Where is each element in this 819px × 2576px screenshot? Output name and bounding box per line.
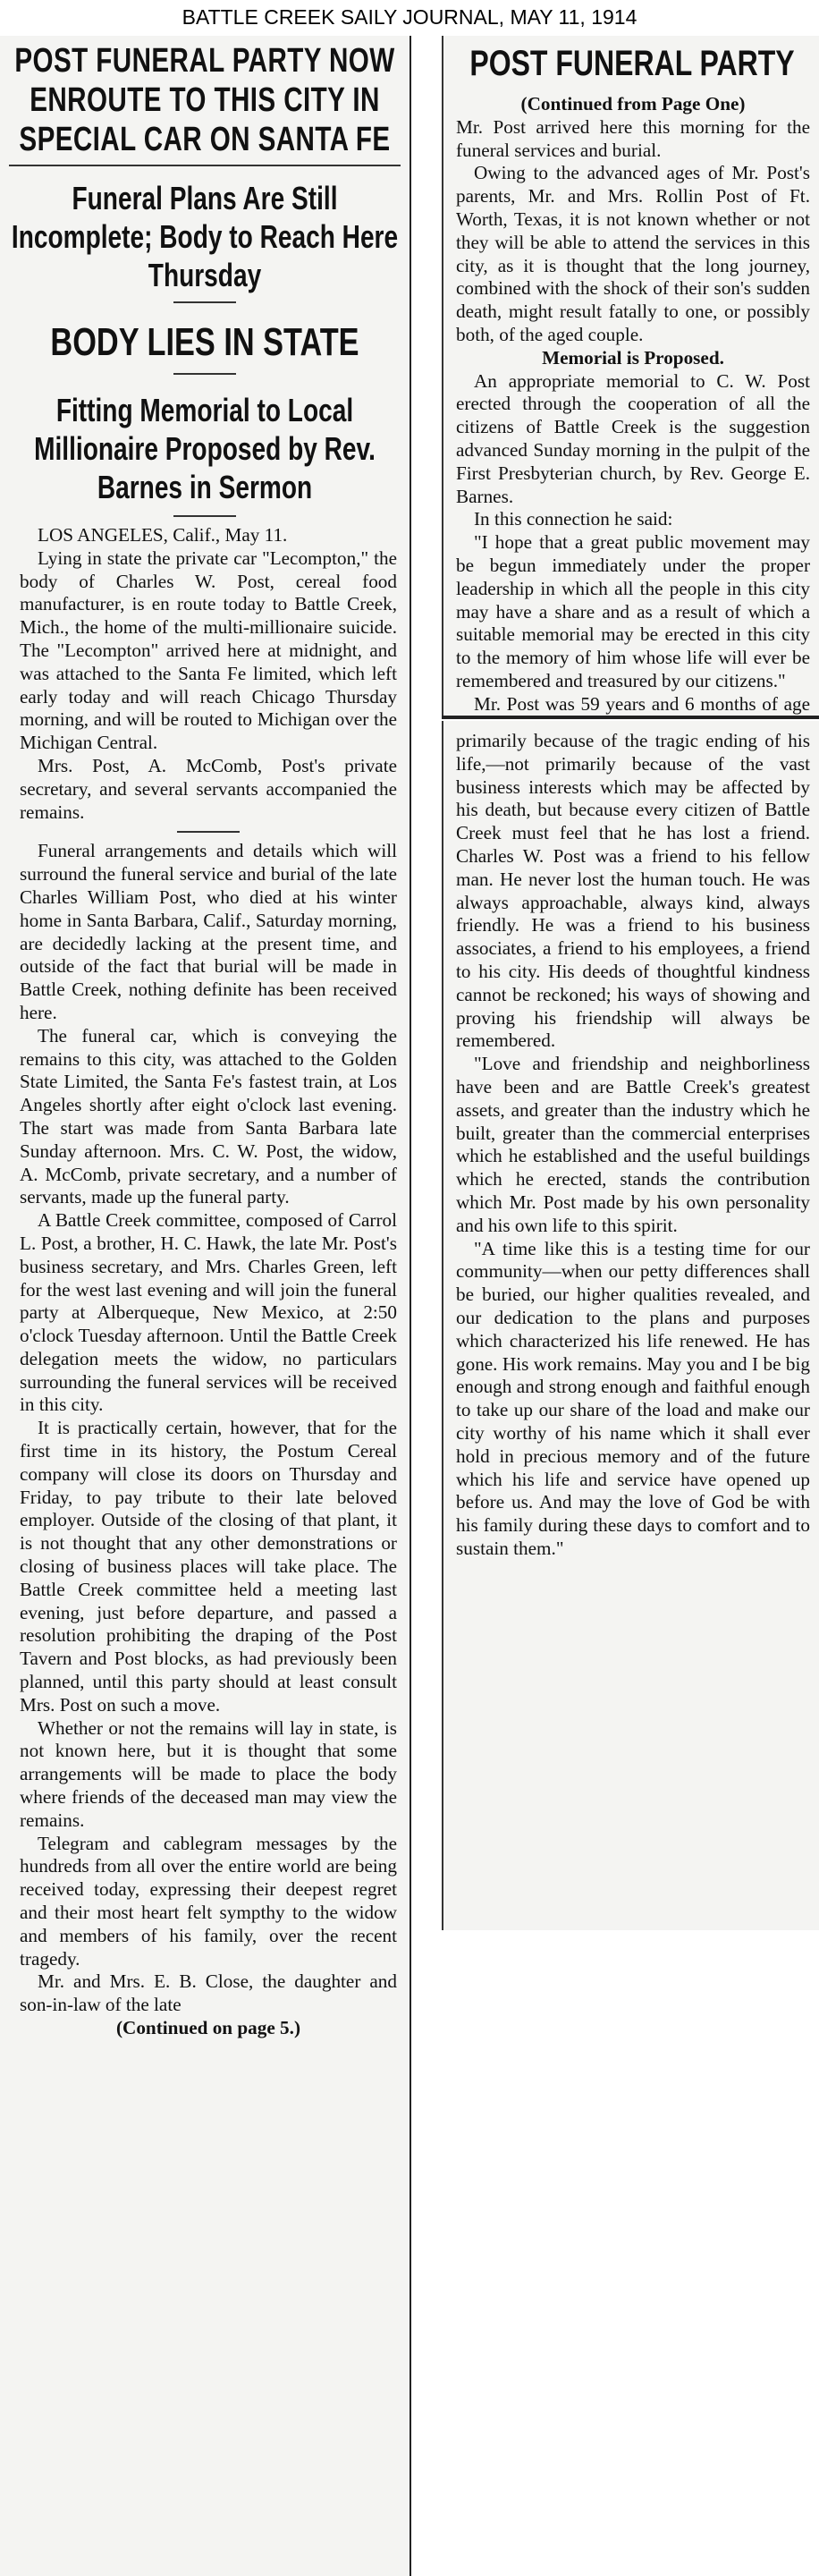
paragraph: Mr. Post arrived here this morning for the funeral services and burial. bbox=[456, 115, 810, 161]
right-top-column bbox=[442, 36, 819, 716]
paragraph: An appropriate memorial to C. W. Post erected through the cooperation of all the citizens of Battle Creek is the suggestion advanced Sunday morning in the pulpit of the First Presbyterian church, by Rev. George E. Barnes. bbox=[456, 369, 810, 507]
headline-funeral-plans: Funeral Plans Are Still Incomplete; Body to Reach Here Thursday bbox=[11, 180, 399, 293]
paragraph: Funeral arrangements and details which will surround the funeral service and burial of the late Charles William Post, who died at his winter home in Santa Barbara, Calif., Saturday morning, are decidedly lacking at the present time, and outside of the fact that burial will be made in Battle Creek, nothing definite has been received here. bbox=[20, 840, 397, 1023]
paragraph: Mr. and Mrs. E. B. Close, the daughter and son-in-law of the late bbox=[20, 1970, 397, 2016]
dateline: LOS ANGELES, Calif., May 11. bbox=[38, 524, 288, 546]
paragraph: Mr. Post was 59 years and 6 months of age bbox=[474, 692, 810, 715]
paragraph: A Battle Creek committee, composed of Carrol L. Post, a brother, H. C. Hawk, the late Mr. Post's business secretary, and Mrs. Charles Green, left for the west last evening and will join the funeral party at Alberqueque, New Mexico, at 2:50 o'clock Tuesday afternoon. Until the Battle Creek delegation meets the widow, no particulars surrounding the funeral services will be received in this city. bbox=[20, 1209, 397, 1416]
divider bbox=[173, 515, 236, 517]
divider bbox=[173, 301, 236, 303]
paragraph: Mrs. Post, A. McComb, Post's private secretary, and several servants accompanied the remains. bbox=[20, 754, 397, 823]
subhead: Memorial is Proposed. bbox=[542, 346, 724, 369]
divider bbox=[9, 165, 401, 166]
page-title: BATTLE CREEK SAILY JOURNAL, MAY 11, 1914 bbox=[182, 5, 637, 29]
right-bottom-column bbox=[442, 721, 819, 1930]
divider bbox=[177, 831, 240, 833]
paragraph: The funeral car, which is conveying the remains to this city, was attached to the Golden State Limited, the Santa Fe's fastest train, at Los Angeles shortly after eight o'clock last evening. The start was made from Santa Barbara late Sunday afternoon. Mrs. C. W. Post, the widow, A. McComb, private secretary, and a number of servants, made up the funeral party. bbox=[20, 1024, 397, 1208]
headline-memorial: Fitting Memorial to Local Millionaire Proposed by Rev. Barnes in Sermon bbox=[34, 392, 376, 505]
article-body bbox=[443, 721, 819, 1561]
paragraph: Whether or not the remains will lay in state, is not known here, but it is thought that some arrangements will be made to place the body where friends of the deceased man may view the remains. bbox=[20, 1716, 397, 1831]
continued-note: (Continued on page 5.) bbox=[115, 2017, 301, 2038]
paragraph: It is practically certain, however, that for the first time in its history, the Postum Cereal company will close its doors on Thursday and Friday, to pay tribute to their late beloved employer. Outside of the closing of that plant, it is not thought that any other demonstrations or closing of business places will take place. The Battle Creek committee held a meeting last evening, just before departure, and passed a resolution prohibiting the draping of the Post Tavern and Post blocks, as had previously been planned, until this party should at least consult Mrs. Post on such a move. bbox=[20, 1417, 397, 1716]
article-body bbox=[0, 524, 410, 2040]
paragraph: In this connection he said: bbox=[474, 508, 673, 530]
headline-body-lies-in-state: BODY LIES IN STATE bbox=[50, 320, 359, 364]
paragraph: primarily because of the tragic ending of his life,—not primarily because of the vast business interests which may be affected by his death, but because every citizen of Battle Creek must feel that he has lost a friend. Charles W. Post was a friend to his fellow man. He never lost the human touch. He was always approachable, always kind, always friendly. He was a friend to his business associates, a friend to his employees, a friend to his city. His deeds of thoughtful kindness cannot be reckoned; his ways of showing and proving his friendship will always be remembered. bbox=[456, 730, 810, 1052]
paragraph: Owing to the advanced ages of Mr. Post's parents, Mr. and Mrs. Rollin Post of Ft. Worth, Texas, it is not known whether or not they will be able to attend the services in this city, as it is thought that the long journey, combined with the shock of their son's sudden death, might result fatally to one, or possibly both, of the aged couple. bbox=[456, 162, 810, 345]
left-column bbox=[0, 36, 411, 2576]
headline-post-funeral-party: POST FUNERAL PARTY bbox=[469, 44, 795, 83]
article-body bbox=[443, 93, 819, 716]
paragraph: Telegram and cablegram messages by the hundreds from all over the entire world are being received today, expressing their deepest regret and their most heart felt sympthy to the widow and members of his family, over the recent tragedy. bbox=[20, 1832, 397, 1970]
headline-main: POST FUNERAL PARTY NOW ENROUTE TO THIS CITY IN SPECIAL CAR ON SANTA FE bbox=[14, 42, 395, 158]
paragraph: "I hope that a great public movement may be begun immediately under the proper leadership in which all the people in this city may have a share and as a result of which a suitable memorial may be erected in this city to the memory of him whose life will ever be remembered and treasured by our citizens." bbox=[456, 531, 810, 691]
divider bbox=[173, 373, 236, 375]
paragraph: "A time like this is a testing time for our community—when our petty differences shall be buried, our higher qualities revealed, and our dedication to the plans and purposes which characterized his life renewed. He has gone. His work remains. May you and I be big enough and strong enough and faithful enough to take up our share of the load and make our city worthy of his name which it shall ever hold in precious memory and of the future which his life and service have opened up before us. And may the love of God be with his family during these days to comfort and to sustain them." bbox=[456, 1237, 810, 1559]
paragraph: Lying in state the private car "Lecompton," the body of Charles W. Post, cereal food manufacturer, is en route today to Battle Creek, Mich., the home of the multi-millionaire suicide. The "Lecompton" arrived here at midnight, and was attached to the Santa Fe limited, which left early today and will reach Chicago Thursday morning, and will be routed to Michigan over the Michigan Central. bbox=[20, 547, 397, 754]
paragraph: "Love and friendship and neighborliness have been and are Battle Creek's greatest assets, and greater than the industry which he built, greater than the commercial enterprises which he established and the useful buildings which he erected, stands the contribution which Mr. Post made by his own personality and his own life to this spirit. bbox=[456, 1053, 810, 1236]
continued-note: (Continued from Page One) bbox=[520, 93, 746, 114]
divider bbox=[442, 716, 819, 719]
